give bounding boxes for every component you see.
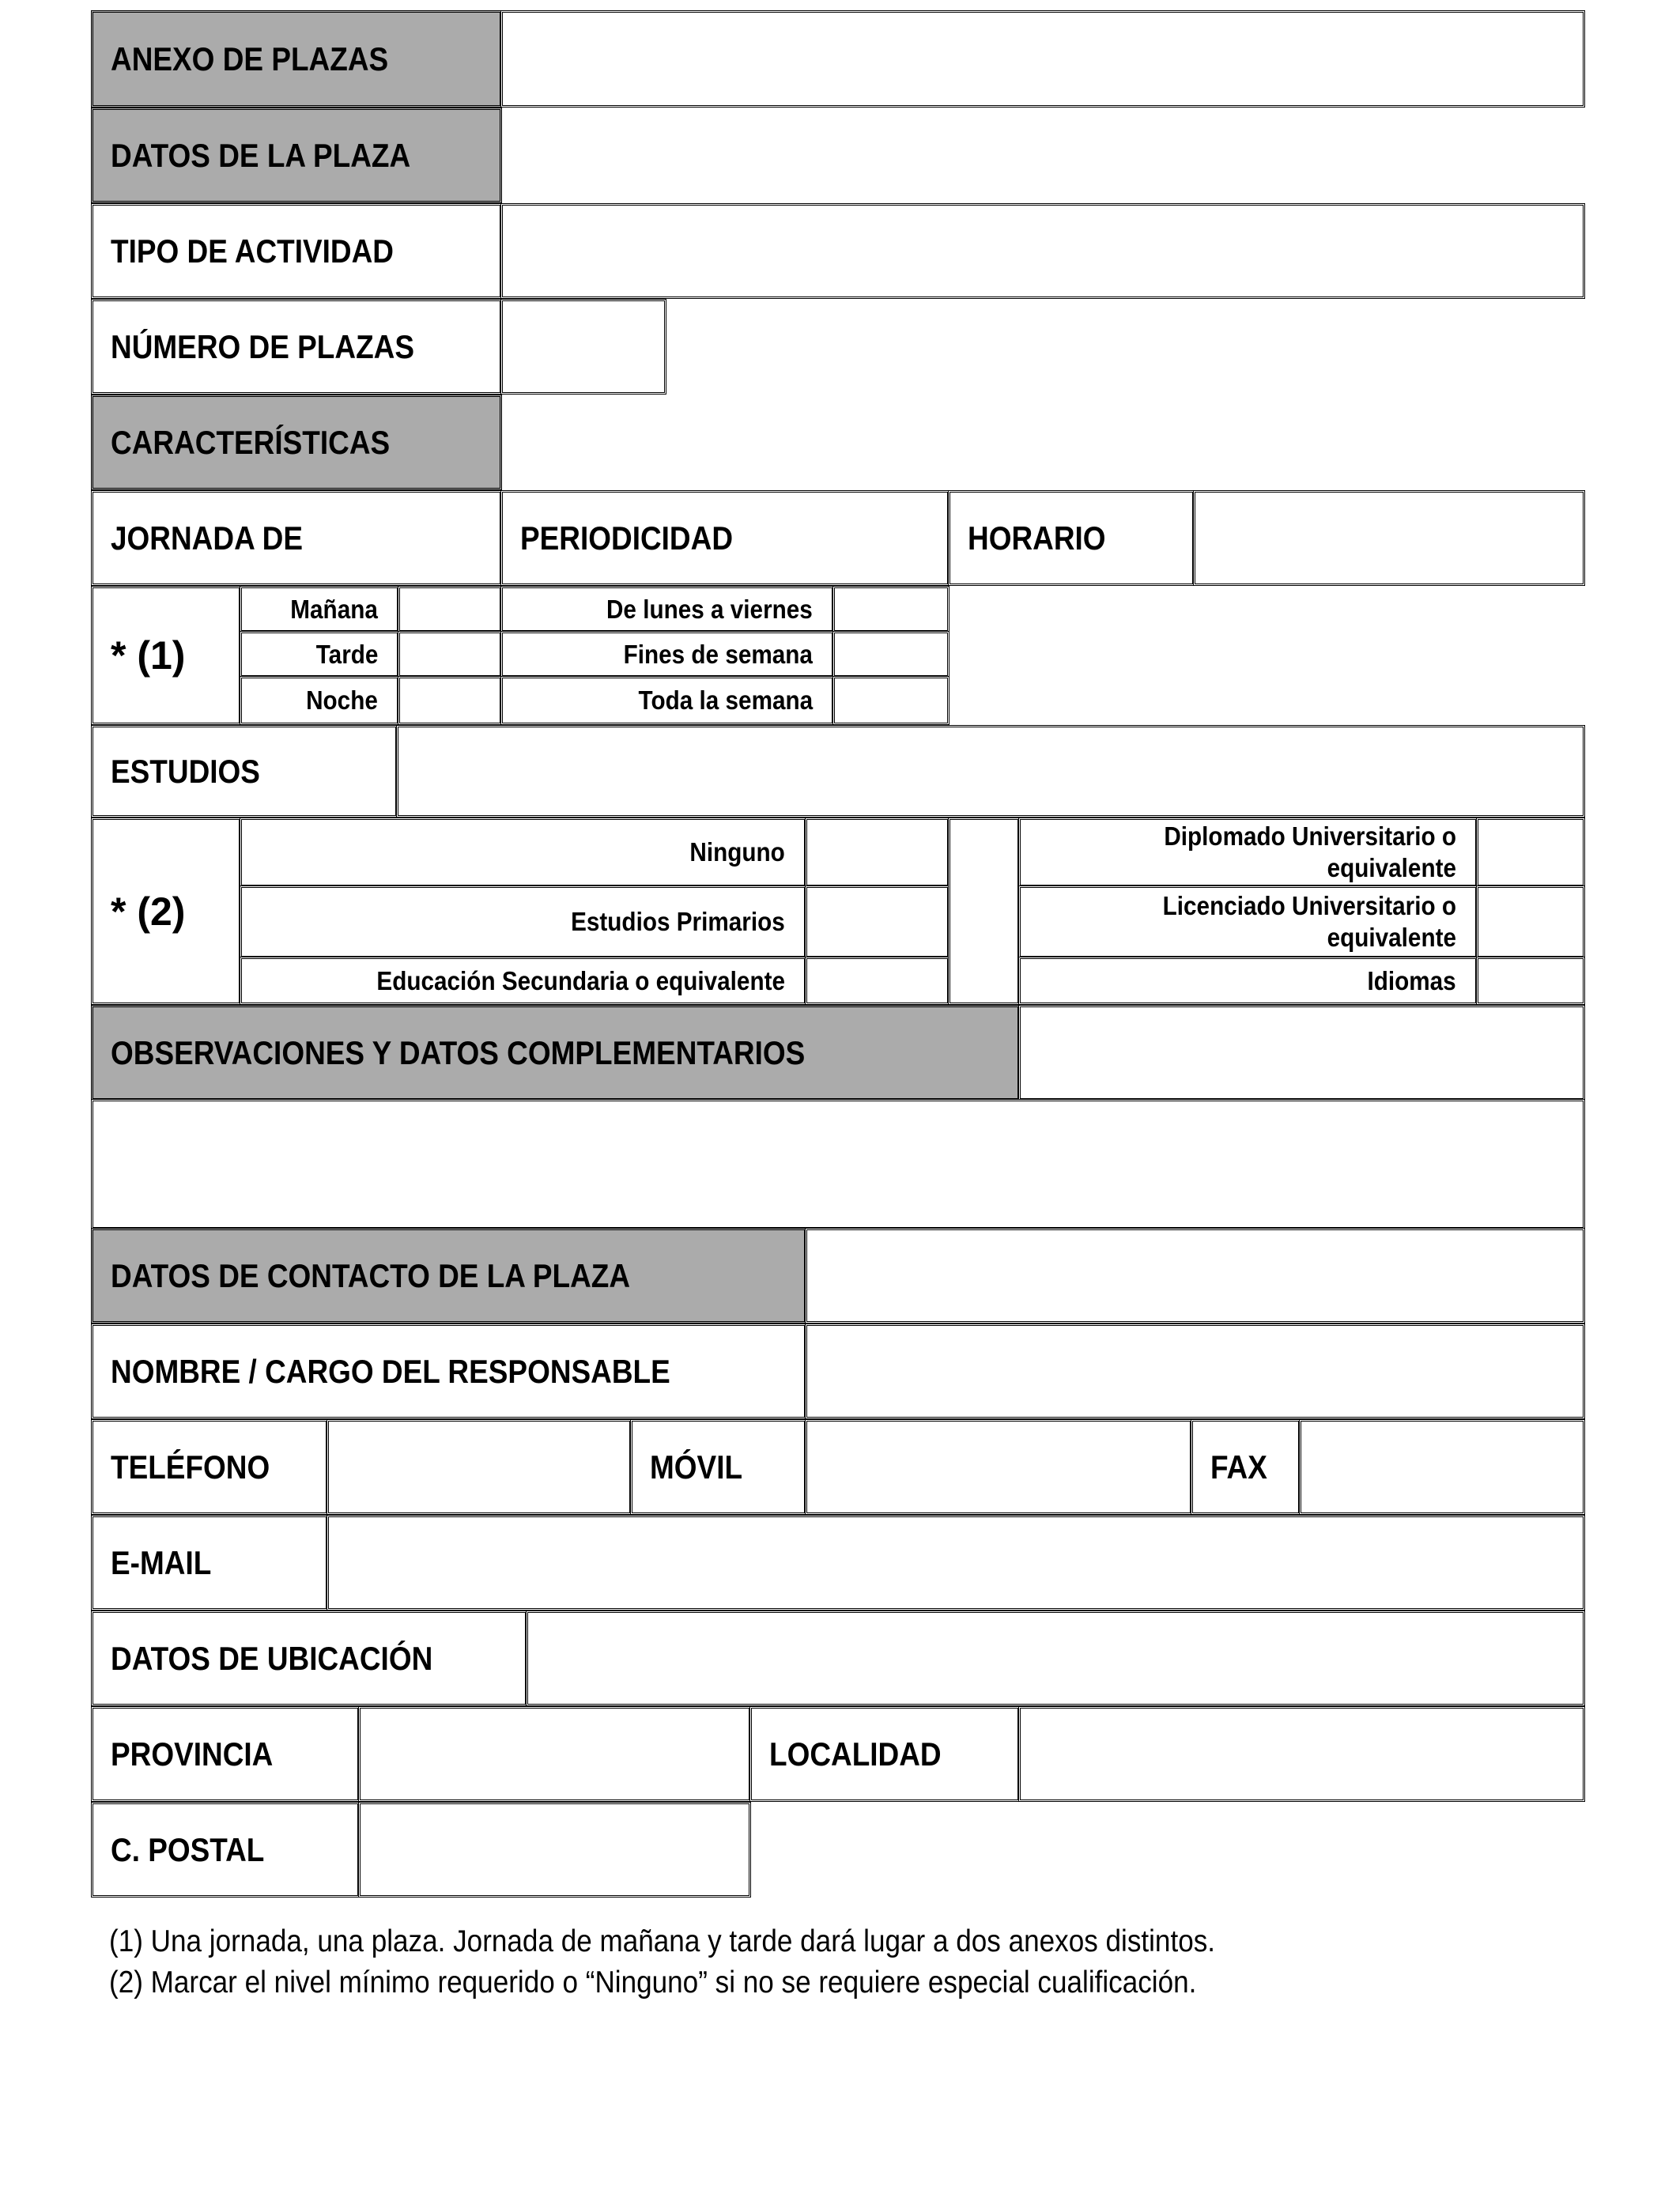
caracteristicas-label: CARACTERÍSTICAS bbox=[111, 423, 391, 461]
option-noche-label bbox=[240, 676, 399, 725]
nombre-cargo-label-cell bbox=[91, 1324, 806, 1419]
estudios-spacer bbox=[948, 818, 1020, 1005]
option-noche-checkbox[interactable] bbox=[398, 676, 502, 725]
telefono-label-cell bbox=[91, 1419, 328, 1515]
option-ninguno-label bbox=[240, 818, 806, 887]
movil-label-cell bbox=[630, 1419, 806, 1515]
option-toda-semana-text: Toda la semana bbox=[638, 685, 813, 716]
movil-label: MÓVIL bbox=[650, 1448, 743, 1486]
email-field[interactable] bbox=[327, 1515, 1585, 1611]
observaciones-field[interactable] bbox=[91, 1099, 1585, 1229]
datos-plaza-header bbox=[91, 108, 502, 203]
option-primarios-label bbox=[240, 886, 806, 958]
jornada-marker: * (1) bbox=[111, 633, 186, 678]
option-manana-label bbox=[240, 586, 399, 633]
tipo-actividad-label: TIPO DE ACTIVIDAD bbox=[111, 232, 394, 270]
anexo-label: ANEXO DE PLAZAS bbox=[111, 40, 389, 77]
observaciones-header-blank bbox=[1018, 1005, 1585, 1101]
jornada-label: JORNADA DE bbox=[111, 519, 304, 557]
cpostal-label: C. POSTAL bbox=[111, 1830, 265, 1868]
localidad-label-cell bbox=[749, 1706, 1020, 1802]
provincia-label: PROVINCIA bbox=[111, 1735, 274, 1773]
movil-field[interactable] bbox=[805, 1419, 1192, 1515]
option-toda-semana-checkbox[interactable] bbox=[832, 676, 949, 725]
periodicidad-label-cell bbox=[500, 490, 949, 586]
nombre-cargo-field[interactable] bbox=[805, 1324, 1585, 1419]
jornada-marker-cell bbox=[91, 586, 241, 725]
option-fines-semana-text: Fines de semana bbox=[623, 639, 813, 669]
anexo-header bbox=[91, 10, 502, 108]
tipo-actividad-label-cell bbox=[91, 203, 502, 299]
option-lunes-viernes-checkbox[interactable] bbox=[832, 586, 949, 633]
provincia-label-cell bbox=[91, 1706, 360, 1802]
footnote-1: (1) Una jornada, una plaza. Jornada de mañana y tarde dará lugar a dos anexos distintos. bbox=[109, 1924, 1216, 1958]
telefono-field[interactable] bbox=[327, 1419, 632, 1515]
caracteristicas-header bbox=[91, 395, 502, 490]
estudios-marker: * (2) bbox=[111, 889, 186, 934]
option-secundaria-text: Educación Secundaria o equivalente bbox=[376, 965, 785, 995]
option-ninguno-text: Ninguno bbox=[689, 837, 785, 867]
option-lunes-viernes-text: De lunes a viernes bbox=[606, 594, 813, 624]
option-licenciado-checkbox[interactable] bbox=[1476, 886, 1585, 958]
localidad-field[interactable] bbox=[1018, 1706, 1585, 1802]
email-label-cell bbox=[91, 1515, 328, 1611]
ubicacion-label-cell bbox=[91, 1611, 527, 1706]
estudios-label-cell bbox=[91, 725, 398, 818]
contacto-header bbox=[91, 1228, 806, 1324]
estudios-field[interactable] bbox=[396, 725, 1585, 818]
option-tarde-checkbox[interactable] bbox=[398, 631, 502, 678]
observaciones-label: OBSERVACIONES Y DATOS COMPLEMENTARIOS bbox=[111, 1033, 806, 1071]
periodicidad-label: PERIODICIDAD bbox=[520, 519, 734, 557]
contacto-header-blank bbox=[805, 1228, 1585, 1324]
footnote-2: (2) Marcar el nivel mínimo requerido o “Ninguno” si no se requiere especial cualificación. bbox=[109, 1966, 1197, 2000]
option-lunes-viernes-label bbox=[500, 586, 834, 633]
contacto-label: DATOS DE CONTACTO DE LA PLAZA bbox=[111, 1256, 631, 1294]
tipo-actividad-field[interactable] bbox=[500, 203, 1585, 299]
ubicacion-label: DATOS DE UBICACIÓN bbox=[111, 1639, 433, 1677]
telefono-label: TELÉFONO bbox=[111, 1448, 270, 1486]
option-primarios-checkbox[interactable] bbox=[805, 886, 949, 958]
option-diplomado-checkbox[interactable] bbox=[1476, 818, 1585, 887]
option-tarde-label bbox=[240, 631, 399, 678]
fax-label: FAX bbox=[1210, 1448, 1267, 1486]
cpostal-field[interactable] bbox=[358, 1802, 751, 1898]
horario-label-cell bbox=[948, 490, 1195, 586]
horario-field[interactable] bbox=[1193, 490, 1585, 586]
footnotes bbox=[109, 1921, 1338, 2003]
fax-field[interactable] bbox=[1299, 1419, 1585, 1515]
option-licenciado-text: Licenciado Universitario o equivalente bbox=[1162, 891, 1456, 952]
option-noche-text: Noche bbox=[306, 685, 378, 716]
option-secundaria-checkbox[interactable] bbox=[805, 957, 949, 1005]
option-idiomas-text: Idiomas bbox=[1367, 965, 1456, 995]
estudios-label: ESTUDIOS bbox=[111, 752, 260, 790]
email-label: E-MAIL bbox=[111, 1543, 212, 1581]
option-tarde-text: Tarde bbox=[315, 639, 378, 669]
option-idiomas-label bbox=[1018, 957, 1478, 1005]
estudios-marker-cell bbox=[91, 818, 241, 1005]
nombre-cargo-label: NOMBRE / CARGO DEL RESPONSABLE bbox=[111, 1352, 670, 1390]
provincia-field[interactable] bbox=[358, 1706, 751, 1802]
numero-plazas-field[interactable] bbox=[500, 299, 666, 395]
localidad-label: LOCALIDAD bbox=[769, 1735, 942, 1773]
numero-plazas-label-cell bbox=[91, 299, 502, 395]
datos-plaza-label: DATOS DE LA PLAZA bbox=[111, 136, 411, 174]
option-primarios-text: Estudios Primarios bbox=[571, 907, 785, 937]
cpostal-label-cell bbox=[91, 1802, 360, 1898]
anexo-field[interactable] bbox=[500, 10, 1585, 108]
option-ninguno-checkbox[interactable] bbox=[805, 818, 949, 887]
ubicacion-field[interactable] bbox=[526, 1611, 1585, 1706]
option-licenciado-label bbox=[1018, 886, 1478, 958]
option-diplomado-text: Diplomado Universitario o equivalente bbox=[1164, 821, 1456, 882]
option-diplomado-label bbox=[1018, 818, 1478, 887]
jornada-label-cell bbox=[91, 490, 502, 586]
horario-label: HORARIO bbox=[968, 519, 1106, 557]
fax-label-cell bbox=[1191, 1419, 1301, 1515]
numero-plazas-label: NÚMERO DE PLAZAS bbox=[111, 327, 414, 365]
option-manana-text: Mañana bbox=[290, 594, 378, 624]
option-toda-semana-label bbox=[500, 676, 834, 725]
option-fines-semana-label bbox=[500, 631, 834, 678]
observaciones-header bbox=[91, 1005, 1020, 1101]
option-idiomas-checkbox[interactable] bbox=[1476, 957, 1585, 1005]
option-secundaria-label bbox=[240, 957, 806, 1005]
option-fines-semana-checkbox[interactable] bbox=[832, 631, 949, 678]
option-manana-checkbox[interactable] bbox=[398, 586, 502, 633]
